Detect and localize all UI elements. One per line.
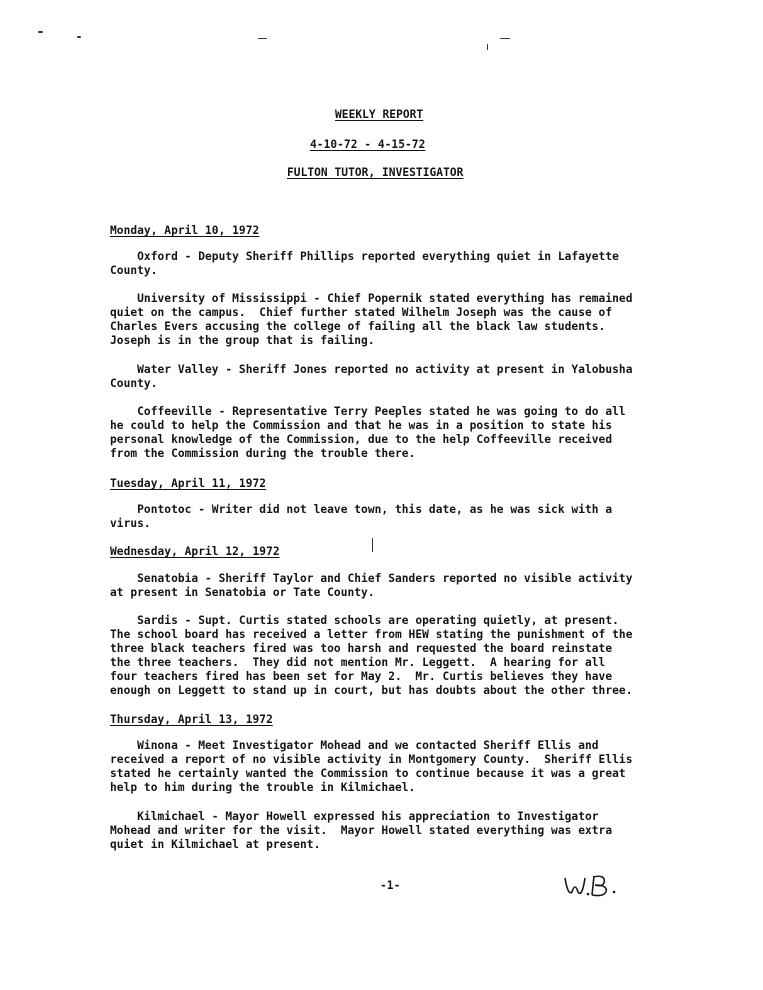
report-title: WEEKLY REPORT (335, 108, 424, 121)
scan-speck (487, 44, 488, 50)
paragraph-line: Coffeeville - Representative Terry Peeples stated he was going to do all (110, 405, 626, 418)
section-heading-thursday: Thursday, April 13, 1972 (110, 713, 273, 726)
paragraph-line: County. (110, 377, 158, 390)
scan-speck (38, 31, 43, 33)
paragraph-line: Mohead and writer for the visit. Mayor Howell stated everything was extra (110, 824, 613, 837)
paragraph-line: stated he certainly wanted the Commission to continue because it was a great (110, 767, 626, 780)
scan-speck (258, 38, 267, 39)
scan-speck (500, 38, 510, 39)
paragraph-line: Senatobia - Sheriff Taylor and Chief Sanders reported no visible activity (110, 572, 633, 585)
paragraph-line: The school board has received a letter from HEW stating the punishment of the (110, 628, 633, 641)
paragraph-line: Sardis - Supt. Curtis stated schools are operating quietly, at present. (110, 614, 619, 627)
paragraph-line: Joseph is in the group that is failing. (110, 334, 375, 347)
section-heading-tuesday: Tuesday, April 11, 1972 (110, 477, 267, 490)
paragraph-line: personal knowledge of the Commission, due to the help Coffeeville received (110, 433, 613, 446)
section-heading-wednesday: Wednesday, April 12, 1972 (110, 545, 280, 558)
paragraph-line: Pontotoc - Writer did not leave town, this date, as he was sick with a (110, 503, 613, 516)
investigator-name: FULTON TUTOR, INVESTIGATOR (287, 166, 464, 179)
paragraph-line: he could to help the Commission and that he was in a position to state his (110, 419, 613, 432)
paragraph-line: Winona - Meet Investigator Mohead and we contacted Sheriff Ellis and (110, 739, 599, 752)
paragraph-line: Kilmichael - Mayor Howell expressed his appreciation to Investigator (110, 810, 599, 823)
paragraph-line: four teachers fired has been set for May 2. Mr. Curtis believes they have (110, 670, 613, 683)
paragraph-line: Oxford - Deputy Sheriff Phillips reported everything quiet in Lafayette (110, 250, 619, 263)
paragraph-line: from the Commission during the trouble there. (110, 447, 416, 460)
paragraph-line: Charles Evers accusing the college of failing all the black law students. (110, 320, 606, 333)
paragraph-line: Water Valley - Sheriff Jones reported no activity at present in Yalobusha (110, 363, 633, 376)
scan-speck (77, 36, 81, 38)
paragraph-line: at present in Senatobia or Tate County. (110, 586, 375, 599)
paragraph-line: quiet on the campus. Chief further stated Wilhelm Joseph was the cause of (110, 306, 613, 319)
paragraph-line: University of Mississippi - Chief Popernik stated everything has remained (110, 292, 633, 305)
section-heading-monday: Monday, April 10, 1972 (110, 224, 260, 237)
paragraph-line: enough on Leggett to stand up in court, but has doubts about the other three. (110, 684, 633, 697)
paragraph-line: virus. (110, 517, 151, 530)
paragraph-line: the three teachers. They did not mention Mr. Leggett. A hearing for all (110, 656, 606, 669)
handwritten-initials (562, 870, 622, 900)
paragraph-line: quiet in Kilmichael at present. (110, 838, 321, 851)
report-dates: 4-10-72 - 4-15-72 (310, 138, 426, 151)
paragraph-line: three black teachers fired was too harsh and requested the board reinstate (110, 642, 613, 655)
paragraph-line: help to him during the trouble in Kilmichael. (110, 781, 416, 794)
paragraph-line: received a report of no visible activity in Montgomery County. Sheriff Ellis (110, 753, 633, 766)
paragraph-line: County. (110, 264, 158, 277)
page-number: -1- (380, 879, 401, 892)
scan-speck (372, 538, 373, 552)
